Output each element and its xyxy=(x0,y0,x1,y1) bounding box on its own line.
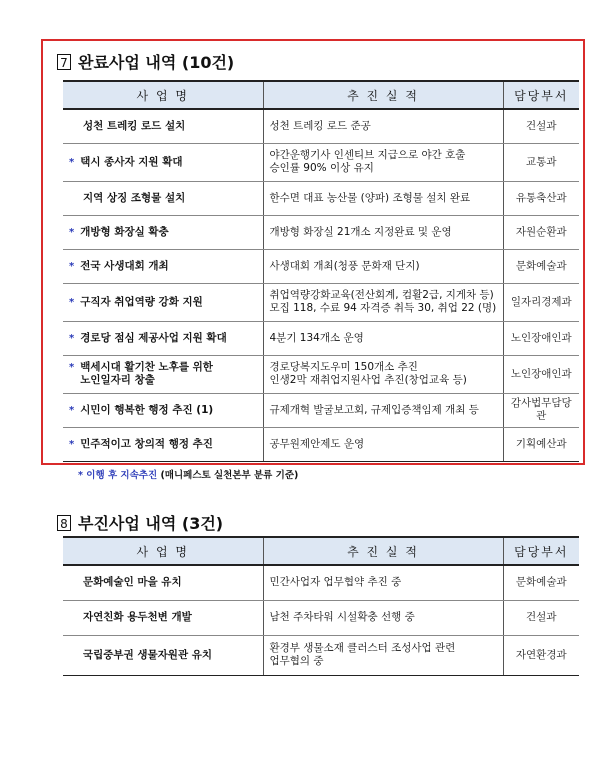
result-line: 취업역량강화교육(전산회계, 컴활2급, 지게차 등) xyxy=(269,289,494,301)
department-cell: 기획예산과 xyxy=(503,427,579,461)
project-name-line: 지역 상징 조형물 설치 xyxy=(83,191,186,204)
department-cell: 노인장애인과 xyxy=(503,355,579,393)
star-marker: * xyxy=(69,438,75,450)
project-name-line: 성천 트레킹 로드 설치 xyxy=(83,119,186,132)
result-line: 승인률 90% 이상 유지 xyxy=(269,162,374,174)
result-cell xyxy=(263,427,503,461)
result-line: 야간운행기사 인센티브 지급으로 야간 호출 xyxy=(269,149,466,161)
result-cell xyxy=(263,181,503,215)
result-cell xyxy=(263,393,503,427)
project-name-cell xyxy=(63,321,263,355)
result-line: 남천 주차타워 시설확충 선행 중 xyxy=(269,611,415,623)
table-row xyxy=(63,321,579,355)
project-name-cell xyxy=(63,143,263,181)
header-result: 추 진 실 적 xyxy=(263,81,503,109)
section7-title xyxy=(57,50,234,73)
table-row xyxy=(63,215,579,249)
result-cell xyxy=(263,215,503,249)
table-row xyxy=(63,600,579,635)
table-row xyxy=(63,143,579,181)
table-row xyxy=(63,635,579,675)
result-line: 민간사업자 업무협약 추진 중 xyxy=(269,576,402,589)
project-name-cell xyxy=(63,355,263,393)
section7-number: 7 xyxy=(57,54,71,70)
table-row xyxy=(63,427,579,461)
project-name-line: 백세시대 활기찬 노후를 위한 xyxy=(80,361,213,373)
header-department: 담당부서 xyxy=(503,537,579,565)
project-name-line: 구직자 취업역량 강화 지원 xyxy=(80,295,203,308)
table-row xyxy=(63,181,579,215)
result-cell xyxy=(263,249,503,283)
section8-title xyxy=(57,511,223,534)
result-cell xyxy=(263,283,503,321)
result-line: 업무협의 중 xyxy=(269,655,324,667)
result-line: 공무원제안제도 운영 xyxy=(269,437,365,450)
star-marker: * xyxy=(69,296,75,308)
result-line: 인생2막 재취업지원사업 추진(창업교육 등) xyxy=(269,374,467,386)
star-marker: * xyxy=(69,362,75,373)
result-line: 개방형 화장실 21개소 지정완료 및 운영 xyxy=(269,225,452,238)
header-department: 담당부서 xyxy=(503,81,579,109)
table-row xyxy=(63,109,579,143)
footnote-blue-text: 이행 후 지속추진 xyxy=(86,470,158,481)
table-row xyxy=(63,393,579,427)
delayed-projects-table xyxy=(63,536,579,676)
department-cell: 교통과 xyxy=(503,143,579,181)
table-row xyxy=(63,283,579,321)
star-marker: * xyxy=(69,332,75,344)
completed-projects-table xyxy=(63,80,579,462)
result-line: 규제개혁 발굴보고회, 규제입증책임제 개최 등 xyxy=(269,403,479,416)
header-project-name: 사 업 명 xyxy=(63,81,263,109)
result-line: 성천 트레킹 로드 준공 xyxy=(269,119,371,132)
result-line: 모집 118, 수료 94 자격증 취득 30, 취업 22 (명) xyxy=(269,302,497,314)
project-name-cell xyxy=(63,109,263,143)
project-name-cell xyxy=(63,565,263,600)
star-marker: * xyxy=(69,226,75,238)
result-line: 4분기 134개소 운영 xyxy=(269,331,364,344)
project-name-cell xyxy=(63,600,263,635)
department-cell: 문화예술과 xyxy=(503,249,579,283)
result-cell xyxy=(263,600,503,635)
footnote xyxy=(78,467,298,481)
project-name-line: 전국 사생대회 개최 xyxy=(80,259,169,272)
result-cell xyxy=(263,321,503,355)
department-cell: 유통축산과 xyxy=(503,181,579,215)
star-marker: * xyxy=(69,260,75,272)
department-cell: 문화예술과 xyxy=(503,565,579,600)
result-cell xyxy=(263,109,503,143)
result-line: 경로당복지도우미 150개소 추진 xyxy=(269,361,418,373)
project-name-cell xyxy=(63,215,263,249)
project-name-cell xyxy=(63,635,263,675)
department-cell: 건설과 xyxy=(503,600,579,635)
project-name-line: 개방형 화장실 확충 xyxy=(80,225,169,238)
department-cell: 자연환경과 xyxy=(503,635,579,675)
star-marker: * xyxy=(69,156,75,168)
result-line: 사생대회 개최(청풍 문화재 단지) xyxy=(269,259,420,272)
table-row xyxy=(63,355,579,393)
project-name-cell xyxy=(63,393,263,427)
section8-heading: 부진사업 내역 (3건) xyxy=(78,514,224,533)
project-name-line: 경로당 점심 제공사업 지원 확대 xyxy=(80,331,227,344)
project-name-line: 문화예술인 마을 유치 xyxy=(83,576,182,589)
project-name-line: 국립중부권 생물자원관 유치 xyxy=(83,648,213,661)
section8-number: 8 xyxy=(57,515,71,531)
department-cell: 일자리경제과 xyxy=(503,283,579,321)
result-cell xyxy=(263,355,503,393)
project-name-cell xyxy=(63,427,263,461)
project-name-cell xyxy=(63,181,263,215)
project-name-line: 민주적이고 창의적 행정 추진 xyxy=(80,437,213,450)
result-line: 한수면 대표 농산물 (양파) 조형물 설치 완료 xyxy=(269,191,471,204)
result-line: 환경부 생물소재 클러스터 조성사업 관련 xyxy=(269,642,456,654)
project-name-line: 노인일자리 창출 xyxy=(80,374,155,386)
project-name-line: 자연친화 용두천변 개발 xyxy=(83,611,192,623)
project-name-line: 시민이 행복한 행정 추진 (1) xyxy=(80,403,214,416)
result-cell xyxy=(263,565,503,600)
department-cell: 감사법무담당관 xyxy=(503,393,579,427)
project-name-line: 택시 종사자 지원 확대 xyxy=(80,155,183,168)
result-cell xyxy=(263,635,503,675)
result-cell xyxy=(263,143,503,181)
star-marker: * xyxy=(69,404,75,416)
department-cell: 노인장애인과 xyxy=(503,321,579,355)
section7-heading: 완료사업 내역 (10건) xyxy=(78,53,235,72)
footnote-star: * xyxy=(78,470,83,481)
department-cell: 자원순환과 xyxy=(503,215,579,249)
header-project-name: 사 업 명 xyxy=(63,537,263,565)
header-result: 추 진 실 적 xyxy=(263,537,503,565)
project-name-cell xyxy=(63,249,263,283)
table-row xyxy=(63,565,579,600)
project-name-cell xyxy=(63,283,263,321)
footnote-rest-text: (매니페스토 실천본부 분류 기준) xyxy=(157,470,299,481)
table-row xyxy=(63,249,579,283)
department-cell: 건설과 xyxy=(503,109,579,143)
